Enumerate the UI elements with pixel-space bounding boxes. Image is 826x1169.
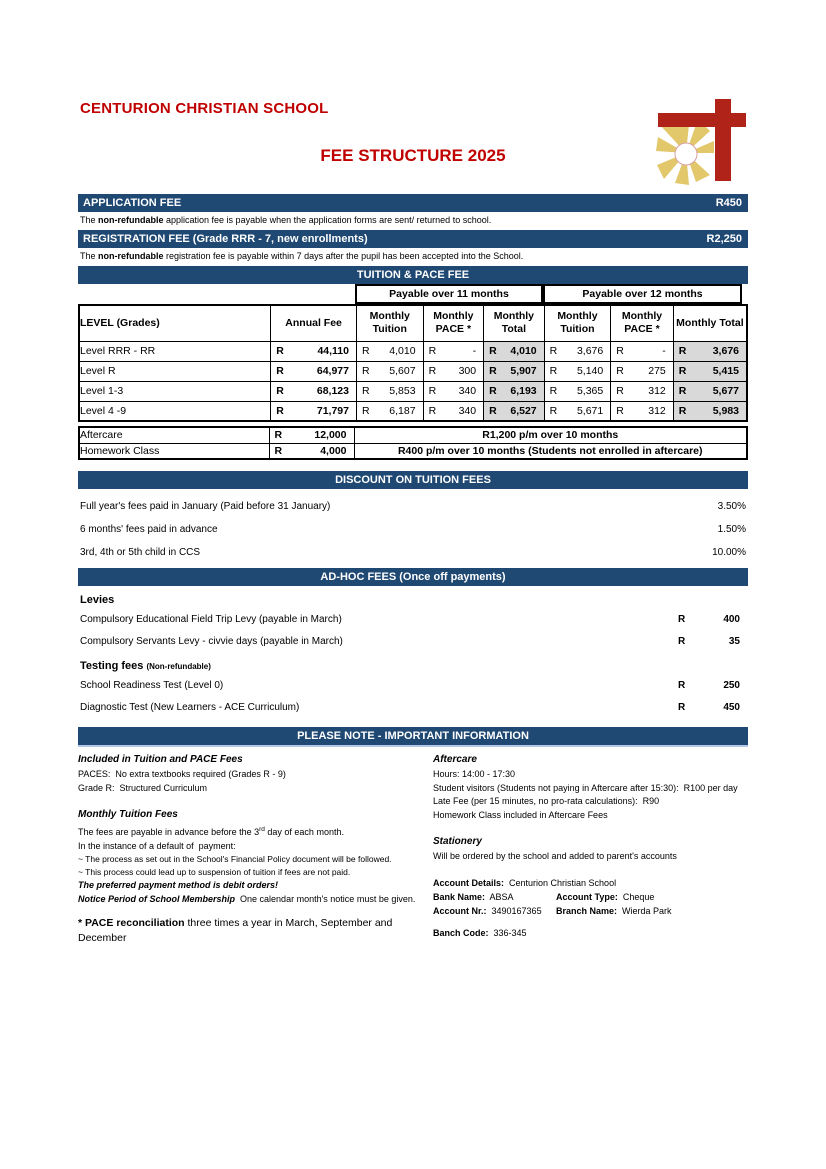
- group-header-12-months: Payable over 12 months: [543, 284, 742, 304]
- account-nr-label: Account Nr.:: [433, 905, 487, 916]
- currency: R: [489, 404, 497, 417]
- pace-text: three times a year in March, September and December: [78, 917, 396, 944]
- levy-row: [78, 630, 748, 652]
- annual-value: 71,797: [316, 404, 349, 417]
- m12-total-cell: [673, 401, 747, 421]
- value: 300: [458, 365, 477, 377]
- m12-pace-cell: [611, 401, 674, 421]
- col-header-level: LEVEL (Grades): [79, 305, 271, 341]
- col-header-monthly-pace-12: Monthly PACE *: [611, 305, 674, 341]
- tuition-pace-table: [78, 304, 748, 422]
- note-text: The: [80, 251, 99, 261]
- currency: R: [678, 613, 686, 625]
- levy-row: [78, 608, 748, 630]
- level-label: Level RRR - RR: [79, 341, 271, 361]
- application-fee-label: APPLICATION FEE: [83, 197, 182, 209]
- currency: R: [361, 345, 370, 357]
- testing-label: School Readiness Test (Level 0): [80, 679, 224, 691]
- value: 312: [648, 404, 666, 417]
- col-header-monthly-pace-11: Monthly PACE *: [423, 305, 484, 341]
- annual-value: 12,000: [314, 429, 347, 442]
- testing-label: Diagnostic Test (New Learners - ACE Curriculum): [80, 701, 300, 713]
- col-header-annual-fee: Annual Fee: [271, 305, 357, 341]
- m11-pace-cell: [423, 361, 484, 381]
- registration-fee-bar: [78, 230, 748, 248]
- currency: R: [428, 365, 437, 377]
- annual-fee-cell: [271, 361, 357, 381]
- bank-name: [433, 890, 556, 904]
- m12-tuition-cell: [544, 401, 611, 421]
- annual-value: 4,000: [320, 444, 347, 457]
- currency: R: [276, 345, 284, 357]
- note-text: application fee is payable when the application forms are sent/ returned to school.: [163, 215, 492, 225]
- adhoc-section-bar: [78, 568, 748, 586]
- notice-period-label: Notice Period of School Membership: [78, 893, 236, 904]
- value: 5,607: [389, 365, 416, 377]
- value: 275: [648, 365, 666, 377]
- table-row-aftercare: [79, 427, 747, 443]
- table-row-level-r: [79, 361, 747, 381]
- notes-right-column: [433, 754, 748, 946]
- currency: R: [428, 404, 437, 417]
- homework-note: R400 p/m over 10 months (Students not enrolled in aftercare): [354, 443, 747, 459]
- level-label: Level 1-3: [79, 381, 271, 401]
- note-bold-text: non-refundable: [98, 251, 164, 261]
- account-details-label: Account Details:: [433, 877, 505, 888]
- notes-columns: [78, 754, 748, 946]
- discount-rows: [78, 489, 748, 564]
- testing-value: 450: [723, 701, 740, 713]
- testing-row: [78, 696, 748, 718]
- levy-label: Compulsory Servants Levy - civvie days (payable in March): [80, 635, 343, 647]
- included-heading: Included in Tuition and PACE Fees: [78, 754, 243, 765]
- notes-left-column: [78, 754, 424, 946]
- account-type-value: Cheque: [617, 891, 655, 902]
- value: 5,983: [712, 404, 739, 417]
- m11-total-cell: [484, 401, 545, 421]
- discount-value: 3.50%: [717, 501, 746, 512]
- currency: R: [678, 679, 686, 691]
- school-name: CENTURION CHRISTIAN SCHOOL: [80, 100, 329, 117]
- m12-total-cell: [673, 381, 747, 401]
- currency: R: [276, 365, 284, 377]
- account-nr: [433, 904, 556, 918]
- value: 340: [458, 385, 477, 397]
- bank-name-label: Bank Name:: [433, 891, 486, 902]
- currency: R: [678, 365, 687, 377]
- testing-fees-note: (Non-refundable): [146, 662, 211, 671]
- value: 5,853: [389, 385, 416, 397]
- value: -: [662, 345, 666, 357]
- currency: R: [616, 365, 624, 377]
- currency: R: [274, 444, 283, 457]
- homework-annual-cell: [269, 443, 354, 459]
- value: 5,365: [576, 385, 604, 397]
- notice-period-text: One calendar month's notice must be given.: [235, 893, 416, 904]
- tilde-line: ~ This process could lead up to suspension of tuition if fees are not paid.: [78, 867, 351, 877]
- currency: R: [489, 385, 497, 397]
- account-type-label: Account Type:: [556, 891, 618, 902]
- levy-label: Compulsory Educational Field Trip Levy (payable in March): [80, 613, 342, 625]
- branch-code-line: [433, 926, 748, 940]
- branch-name: [556, 904, 672, 918]
- aftercare-note: R1,200 p/m over 10 months: [354, 427, 747, 443]
- levy-value: 400: [723, 613, 740, 625]
- levy-value: 35: [728, 635, 740, 647]
- currency: R: [616, 345, 624, 357]
- testing-row: [78, 674, 748, 696]
- important-info-bar: [78, 727, 748, 747]
- document-title: FEE STRUCTURE 2025: [320, 146, 506, 165]
- text: day of each month.: [264, 827, 344, 837]
- application-fee-amount: R450: [715, 197, 742, 209]
- currency: R: [549, 365, 558, 377]
- bank-name-value: ABSA: [485, 891, 514, 902]
- account-details-value: Centurion Christian School: [504, 877, 617, 888]
- preferred-payment-line: The preferred payment method is debit orders!: [78, 880, 279, 890]
- value: 5,671: [576, 404, 604, 417]
- m12-tuition-cell: [544, 341, 611, 361]
- value: 3,676: [576, 345, 604, 357]
- m12-tuition-cell: [544, 361, 611, 381]
- m11-pace-cell: [423, 381, 484, 401]
- account-type: [556, 890, 654, 904]
- col-header-monthly-tuition-12: Monthly Tuition: [544, 305, 611, 341]
- discount-label: Full year's fees paid in January (Paid before 31 January): [80, 501, 331, 512]
- level-label: Level R: [79, 361, 271, 381]
- currency: R: [549, 404, 558, 417]
- currency: R: [489, 345, 497, 357]
- branch-code-value: 336-345: [488, 927, 527, 938]
- included-line: PACES: No extra textbooks required (Grades R - 9): [78, 769, 286, 779]
- currency: R: [274, 429, 283, 442]
- value: -: [472, 345, 477, 357]
- currency: R: [276, 385, 284, 397]
- currency: R: [678, 635, 686, 647]
- level-label: Level 4 -9: [79, 401, 271, 421]
- aftercare-line: Hours: 14:00 - 17:30: [433, 769, 516, 779]
- m11-total-cell: [484, 341, 545, 361]
- fees-payable-line: [78, 823, 424, 840]
- col-header-monthly-total-12: Monthly Total: [673, 305, 747, 341]
- branch-name-label: Branch Name:: [556, 905, 618, 916]
- m11-total-cell: [484, 381, 545, 401]
- m11-tuition-cell: [356, 401, 423, 421]
- currency: R: [549, 345, 558, 357]
- m11-pace-cell: [423, 341, 484, 361]
- value: 5,140: [576, 365, 604, 377]
- aftercare-label: Aftercare: [79, 427, 269, 443]
- col-header-monthly-tuition-11: Monthly Tuition: [356, 305, 423, 341]
- table-row-level-4-9: [79, 401, 747, 421]
- annual-value: 44,110: [317, 345, 349, 357]
- registration-fee-note: [80, 251, 746, 261]
- adhoc-section-title: AD-HOC FEES (Once off payments): [320, 571, 506, 583]
- tilde-line: ~ The process as set out in the School's Financial Policy document will be followed.: [78, 854, 392, 864]
- registration-fee-label: REGISTRATION FEE (Grade RRR - 7, new enrollments): [83, 233, 368, 245]
- value: 6,187: [389, 404, 416, 417]
- note-text: registration fee is payable within 7 days after the pupil has been accepted into the School.: [163, 251, 524, 261]
- currency: R: [489, 365, 497, 377]
- currency: R: [616, 404, 624, 417]
- value: 5,677: [712, 385, 739, 397]
- table-header-row: [79, 305, 747, 341]
- discount-value: 1.50%: [717, 524, 746, 535]
- col-header-monthly-total-11: Monthly Total: [484, 305, 545, 341]
- annual-value: 68,123: [316, 385, 349, 397]
- stationery-line: Will be ordered by the school and added to parent's accounts: [433, 851, 677, 861]
- tuition-section-bar: [78, 266, 748, 284]
- m11-total-cell: [484, 361, 545, 381]
- value: 340: [458, 404, 477, 417]
- value: 6,527: [510, 404, 537, 417]
- notice-period-line: [78, 893, 424, 907]
- application-fee-note: [80, 215, 746, 225]
- m12-tuition-cell: [544, 381, 611, 401]
- discount-row: [78, 541, 748, 564]
- value: 6,193: [510, 385, 537, 397]
- aftercare-line: Homework Class included in Aftercare Fees: [433, 809, 608, 820]
- discount-row: [78, 495, 748, 518]
- discount-section-bar: [78, 471, 748, 489]
- account-details-line: [433, 876, 748, 890]
- discount-row: [78, 518, 748, 541]
- payable-group-headers: [355, 284, 748, 304]
- currency: R: [361, 385, 370, 397]
- table-row-homework-class: [79, 443, 747, 459]
- table-row-level-1-3: [79, 381, 747, 401]
- tuition-section-title: TUITION & PACE FEE: [356, 269, 470, 281]
- table-row-level-rrr-rr: [79, 341, 747, 361]
- aftercare-heading: Aftercare: [433, 754, 477, 765]
- currency: R: [678, 345, 687, 357]
- m11-tuition-cell: [356, 361, 423, 381]
- included-line: Grade R: Structured Curriculum: [78, 782, 208, 793]
- value: 4,010: [389, 345, 416, 357]
- currency: R: [549, 385, 558, 397]
- branch-name-value: Wierda Park: [617, 905, 672, 916]
- ordinal-sup: rd: [259, 826, 265, 833]
- aftercare-line: Late Fee (per 15 minutes, no pro-rata calculations): R90: [433, 796, 660, 806]
- m12-pace-cell: [611, 361, 674, 381]
- currency: R: [361, 404, 370, 417]
- note-bold-text: non-refundable: [98, 215, 164, 225]
- pace-reconciliation-line: [78, 916, 413, 946]
- value: 5,907: [510, 365, 537, 377]
- account-nr-branch-line: [433, 904, 748, 918]
- branch-code-label: Banch Code:: [433, 927, 489, 938]
- aftercare-homework-table: [78, 426, 748, 460]
- value: 3,676: [712, 345, 739, 357]
- testing-fees-heading: [80, 660, 748, 672]
- important-info-title: PLEASE NOTE - IMPORTANT INFORMATION: [297, 730, 529, 742]
- application-fee-bar: [78, 194, 748, 212]
- default-line: In the instance of a default of payment:: [78, 840, 236, 851]
- aftercare-line: Student visitors (Students not paying in Aftercare after 15:30): R100 per day: [433, 782, 738, 793]
- annual-fee-cell: [271, 381, 357, 401]
- discount-label: 6 months' fees paid in advance: [80, 524, 218, 535]
- testing-value: 250: [723, 679, 740, 691]
- currency: R: [428, 345, 437, 357]
- registration-fee-amount: R2,250: [706, 233, 742, 245]
- group-header-11-months: Payable over 11 months: [355, 284, 543, 304]
- monthly-tuition-heading: Monthly Tuition Fees: [78, 809, 178, 820]
- aftercare-annual-cell: [269, 427, 354, 443]
- m11-tuition-cell: [356, 341, 423, 361]
- homework-label: Homework Class: [79, 443, 269, 459]
- m11-pace-cell: [423, 401, 484, 421]
- currency: R: [678, 701, 686, 713]
- m11-tuition-cell: [356, 381, 423, 401]
- annual-fee-cell: [271, 341, 357, 361]
- m12-total-cell: [673, 361, 747, 381]
- m12-total-cell: [673, 341, 747, 361]
- testing-fees-title: Testing fees: [80, 660, 147, 672]
- m12-pace-cell: [611, 381, 674, 401]
- m12-pace-cell: [611, 341, 674, 361]
- currency: R: [428, 385, 437, 397]
- value: 5,415: [712, 365, 739, 377]
- annual-fee-cell: [271, 401, 357, 421]
- discount-section-title: DISCOUNT ON TUITION FEES: [335, 474, 491, 486]
- value: 312: [648, 385, 666, 397]
- currency: R: [276, 404, 284, 417]
- currency: R: [678, 385, 687, 397]
- bank-account-type-line: [433, 890, 748, 904]
- discount-label: 3rd, 4th or 5th child in CCS: [80, 547, 201, 558]
- levies-heading: Levies: [80, 594, 115, 606]
- account-nr-value: 3490167365: [486, 905, 542, 916]
- pace-label: * PACE reconciliation: [78, 917, 185, 929]
- currency: R: [361, 365, 370, 377]
- value: 4,010: [510, 345, 537, 357]
- currency: R: [616, 385, 624, 397]
- discount-value: 10.00%: [712, 547, 746, 558]
- note-text: The: [80, 215, 99, 225]
- currency: R: [678, 404, 687, 417]
- stationery-heading: Stationery: [433, 836, 482, 847]
- annual-value: 64,977: [316, 365, 349, 377]
- text: The fees are payable in advance before the 3: [78, 827, 260, 837]
